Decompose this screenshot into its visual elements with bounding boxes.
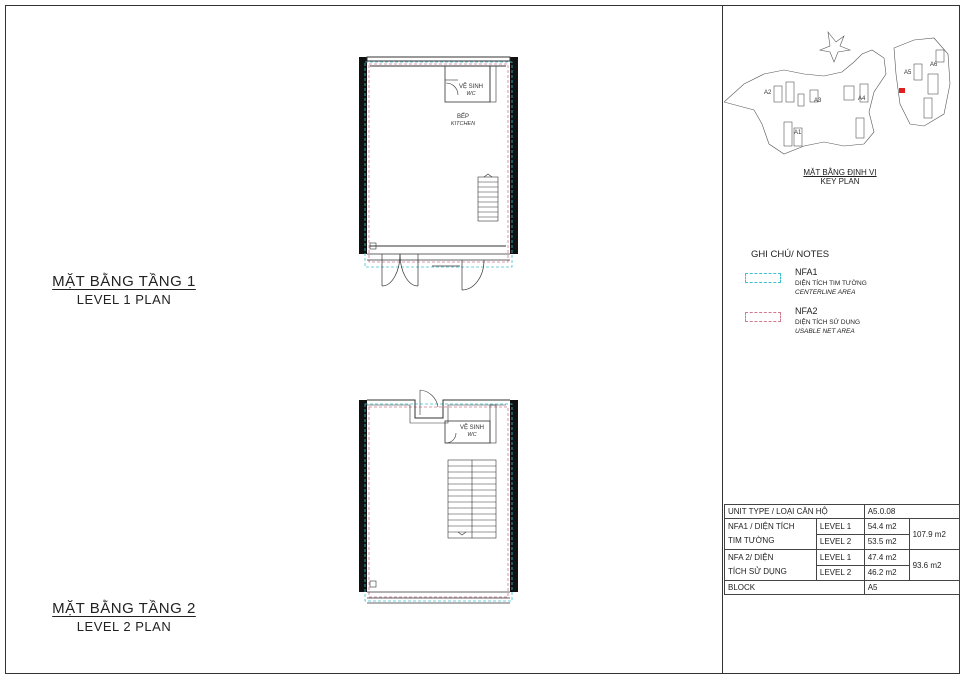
unit-highlight-marker bbox=[899, 88, 905, 93]
key-plan-caption bbox=[724, 168, 956, 186]
block-label: BLOCK bbox=[725, 581, 865, 595]
nfa2-level1-value: 47.4 m2 bbox=[864, 550, 909, 566]
nfa1-total: 107.9 m2 bbox=[909, 519, 959, 550]
level2-plan-title bbox=[40, 600, 208, 634]
nfa1-desc-vn: DIỆN TÍCH TIM TƯỜNG bbox=[795, 280, 867, 287]
level1-wc-label-en: WC bbox=[466, 91, 476, 97]
key-plan-map bbox=[724, 14, 956, 164]
kitchen-label-en: KITCHEN bbox=[450, 121, 476, 127]
level2-floor-plan bbox=[350, 385, 530, 615]
right-wall bbox=[510, 400, 518, 592]
nfa2-total: 93.6 m2 bbox=[909, 550, 959, 581]
unit-type-label: UNIT TYPE / LOẠI CĂN HỘ bbox=[725, 505, 865, 519]
notes-title: GHI CHÚ/ NOTES bbox=[751, 249, 830, 260]
block-label-a4: A4 bbox=[858, 96, 866, 102]
nfa1-level1-label: LEVEL 1 bbox=[816, 519, 864, 535]
unit-type-value: A5.0.08 bbox=[864, 505, 959, 519]
nfa2-outline bbox=[369, 64, 508, 262]
level2-title-vn: MẶT BẰNG TẦNG 2 bbox=[52, 600, 196, 617]
level1-stair bbox=[478, 174, 498, 221]
left-wall bbox=[359, 57, 367, 254]
nfa2-label: NFA 2/ DIỆN TÍCH SỬ DỤNG bbox=[725, 550, 817, 581]
nfa1-level1-value: 54.4 m2 bbox=[864, 519, 909, 535]
block-label-a6: A6 bbox=[930, 62, 938, 68]
nfa2-desc-en: USABLE NET AREA bbox=[795, 328, 855, 335]
level1-floor-plan bbox=[350, 50, 530, 295]
level2-title-en: LEVEL 2 PLAN bbox=[76, 619, 172, 634]
title-block-divider bbox=[722, 5, 723, 674]
nfa1-label: NFA1 / DIỆN TÍCH TIM TƯỜNG bbox=[725, 519, 817, 550]
block-value: A5 bbox=[864, 581, 959, 595]
nfa2-level2-value: 46.2 m2 bbox=[864, 565, 909, 581]
level2-wc-label-vn: VỆ SINH bbox=[459, 425, 485, 431]
nfa2-code: NFA2 bbox=[795, 306, 818, 316]
left-wall bbox=[359, 400, 367, 592]
block-label-a2: A2 bbox=[764, 90, 772, 96]
level1-title-en: LEVEL 1 PLAN bbox=[76, 292, 172, 307]
level1-entry-doors bbox=[367, 254, 510, 290]
kitchen-label-vn: BẾP bbox=[456, 114, 470, 120]
level2-wc-label-en: WC bbox=[467, 432, 477, 438]
nfa1-level2-label: LEVEL 2 bbox=[816, 534, 864, 550]
nfa2-swatch bbox=[745, 312, 781, 322]
level1-plan-title bbox=[40, 273, 208, 307]
nfa2-desc-vn: DIỆN TÍCH SỬ DỤNG bbox=[795, 319, 861, 326]
level1-wc-label-vn: VỆ SINH bbox=[458, 84, 484, 90]
block-label-a3: A3 bbox=[814, 98, 822, 104]
right-wall bbox=[510, 57, 518, 254]
nfa2-level1-label: LEVEL 1 bbox=[816, 550, 864, 566]
block-label-a1: A1 bbox=[794, 130, 802, 136]
unit-info-table bbox=[724, 504, 960, 595]
level1-title-vn: MẶT BẰNG TẦNG 1 bbox=[52, 273, 196, 290]
nfa1-code: NFA1 bbox=[795, 267, 818, 277]
level2-stair bbox=[448, 460, 496, 538]
block-label-a5: A5 bbox=[904, 70, 912, 76]
nfa1-desc-en: CENTERLINE AREA bbox=[795, 289, 856, 296]
key-plan-caption-vn: MẶT BẰNG ĐỊNH VỊ bbox=[803, 168, 877, 177]
top-wall bbox=[367, 57, 510, 61]
key-plan-outline-east bbox=[894, 38, 950, 126]
key-plan-caption-en: KEY PLAN bbox=[820, 177, 860, 186]
compass-icon bbox=[820, 32, 850, 62]
nfa1-level2-value: 53.5 m2 bbox=[864, 534, 909, 550]
nfa2-level2-label: LEVEL 2 bbox=[816, 565, 864, 581]
nfa1-swatch bbox=[745, 273, 781, 283]
